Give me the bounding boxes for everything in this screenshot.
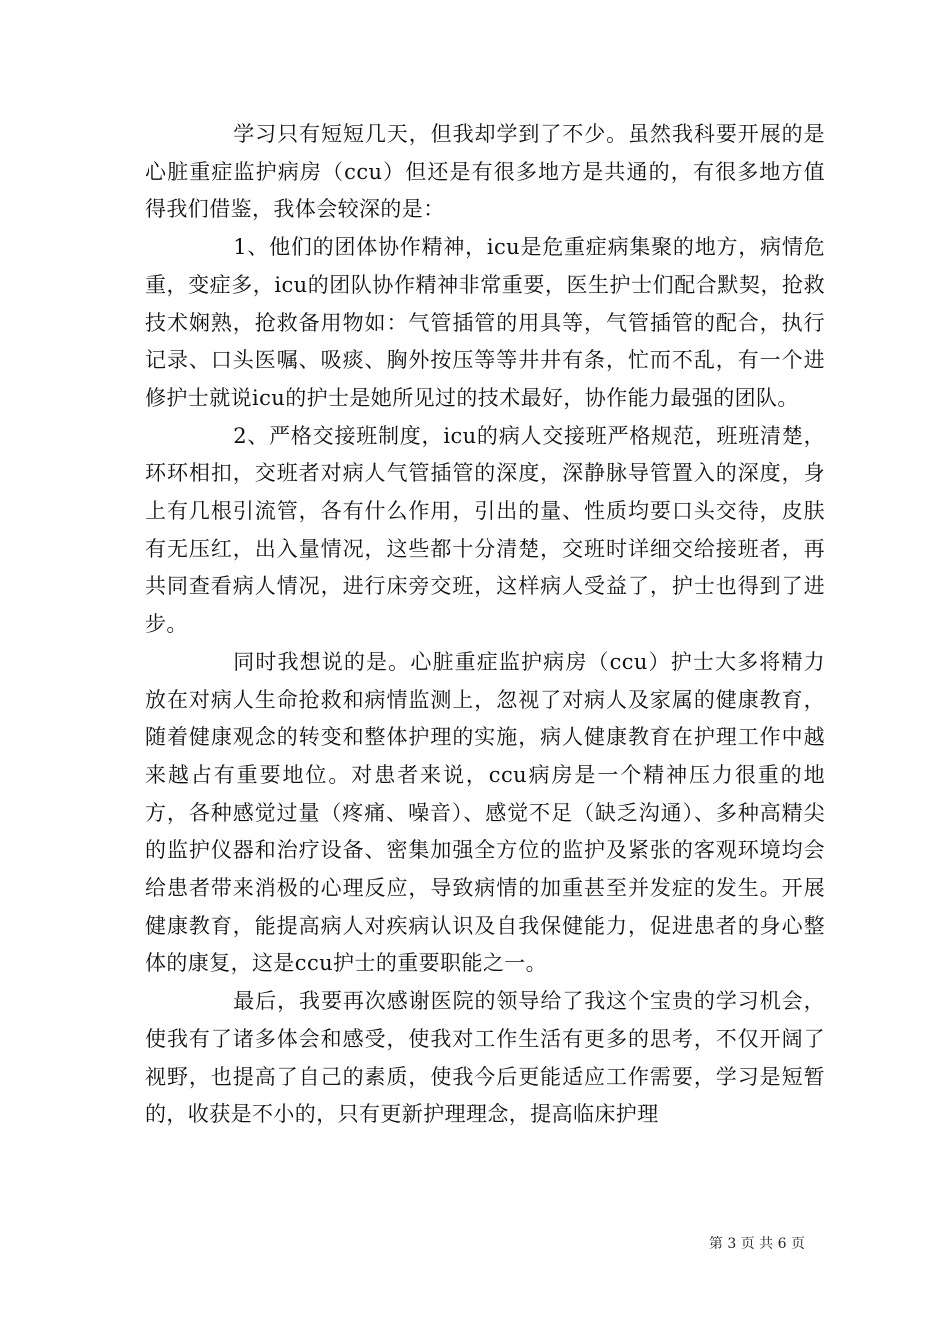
page-number: 第 3 页 共 6 页 bbox=[708, 1236, 805, 1252]
paragraph-conclusion: 最后，我要再次感谢医院的领导给了我这个宝贵的学习机会，使我有了诸多体会和感受，使我对工作生活有更多的思考，不仅开阔了视野，也提高了自己的素质，使我今后更能适应工作需要，学习是短暂的，收获是不小的，只有更新护理理念，提高临床护理 bbox=[145, 989, 825, 1127]
paragraph-intro: 学习只有短短几天，但我却学到了不少。虽然我科要开展的是心脏重症监护病房（ccu）但还是有很多地方是共通的，有很多地方值得我们借鉴，我体会较深的是： bbox=[145, 122, 825, 222]
paragraph-health-education: 同时我想说的是。心脏重症监护病房（ccu）护士大多将精力放在对病人生命抢救和病情监测上，忽视了对病人及家属的健康教育，随着健康观念的转变和整体护理的实施，病人健康教育在护理工作中越来越占有重要地位。对患者来说，ccu病房是一个精神压力很重的地方，各种感觉过量（疼痛、噪音）、感觉不足（缺乏沟通）、多种高精尖的监护仪器和治疗设备、密集加强全方位的监护及紧张的客观环境均会给患者带来消极的心理反应，导致病情的加重甚至并发症的发生。开展健康教育，能提高病人对疾病认识及自我保健能力，促进患者的身心整体的康复，这是ccu护士的重要职能之一。 bbox=[145, 649, 825, 976]
paragraph-teamwork: 1、他们的团体协作精神，icu是危重症病集聚的地方，病情危重，变症多，icu的团队协作精神非常重要，医生护士们配合默契，抢救技术娴熟，抢救备用物如：气管插管的用具等，气管插管的配合，执行记录、口头医嘱、吸痰、胸外按压等等井井有条，忙而不乱，有一个进修护士就说icu的护士是她所见过的技术最好，协作能力最强的团队。 bbox=[145, 235, 825, 410]
paragraph-handover: 2、严格交接班制度，icu的病人交接班严格规范，班班清楚，环环相扣，交班者对病人气管插管的深度，深静脉导管置入的深度，身上有几根引流管，各有什么作用，引出的量、性质均要口头交待，皮肤有无压红，出入量情况，这些都十分清楚，交班时详细交给接班者，再共同查看病人情况，进行床旁交班，这样病人受益了，护士也得到了进步。 bbox=[145, 423, 825, 637]
document-body bbox=[145, 116, 825, 1134]
